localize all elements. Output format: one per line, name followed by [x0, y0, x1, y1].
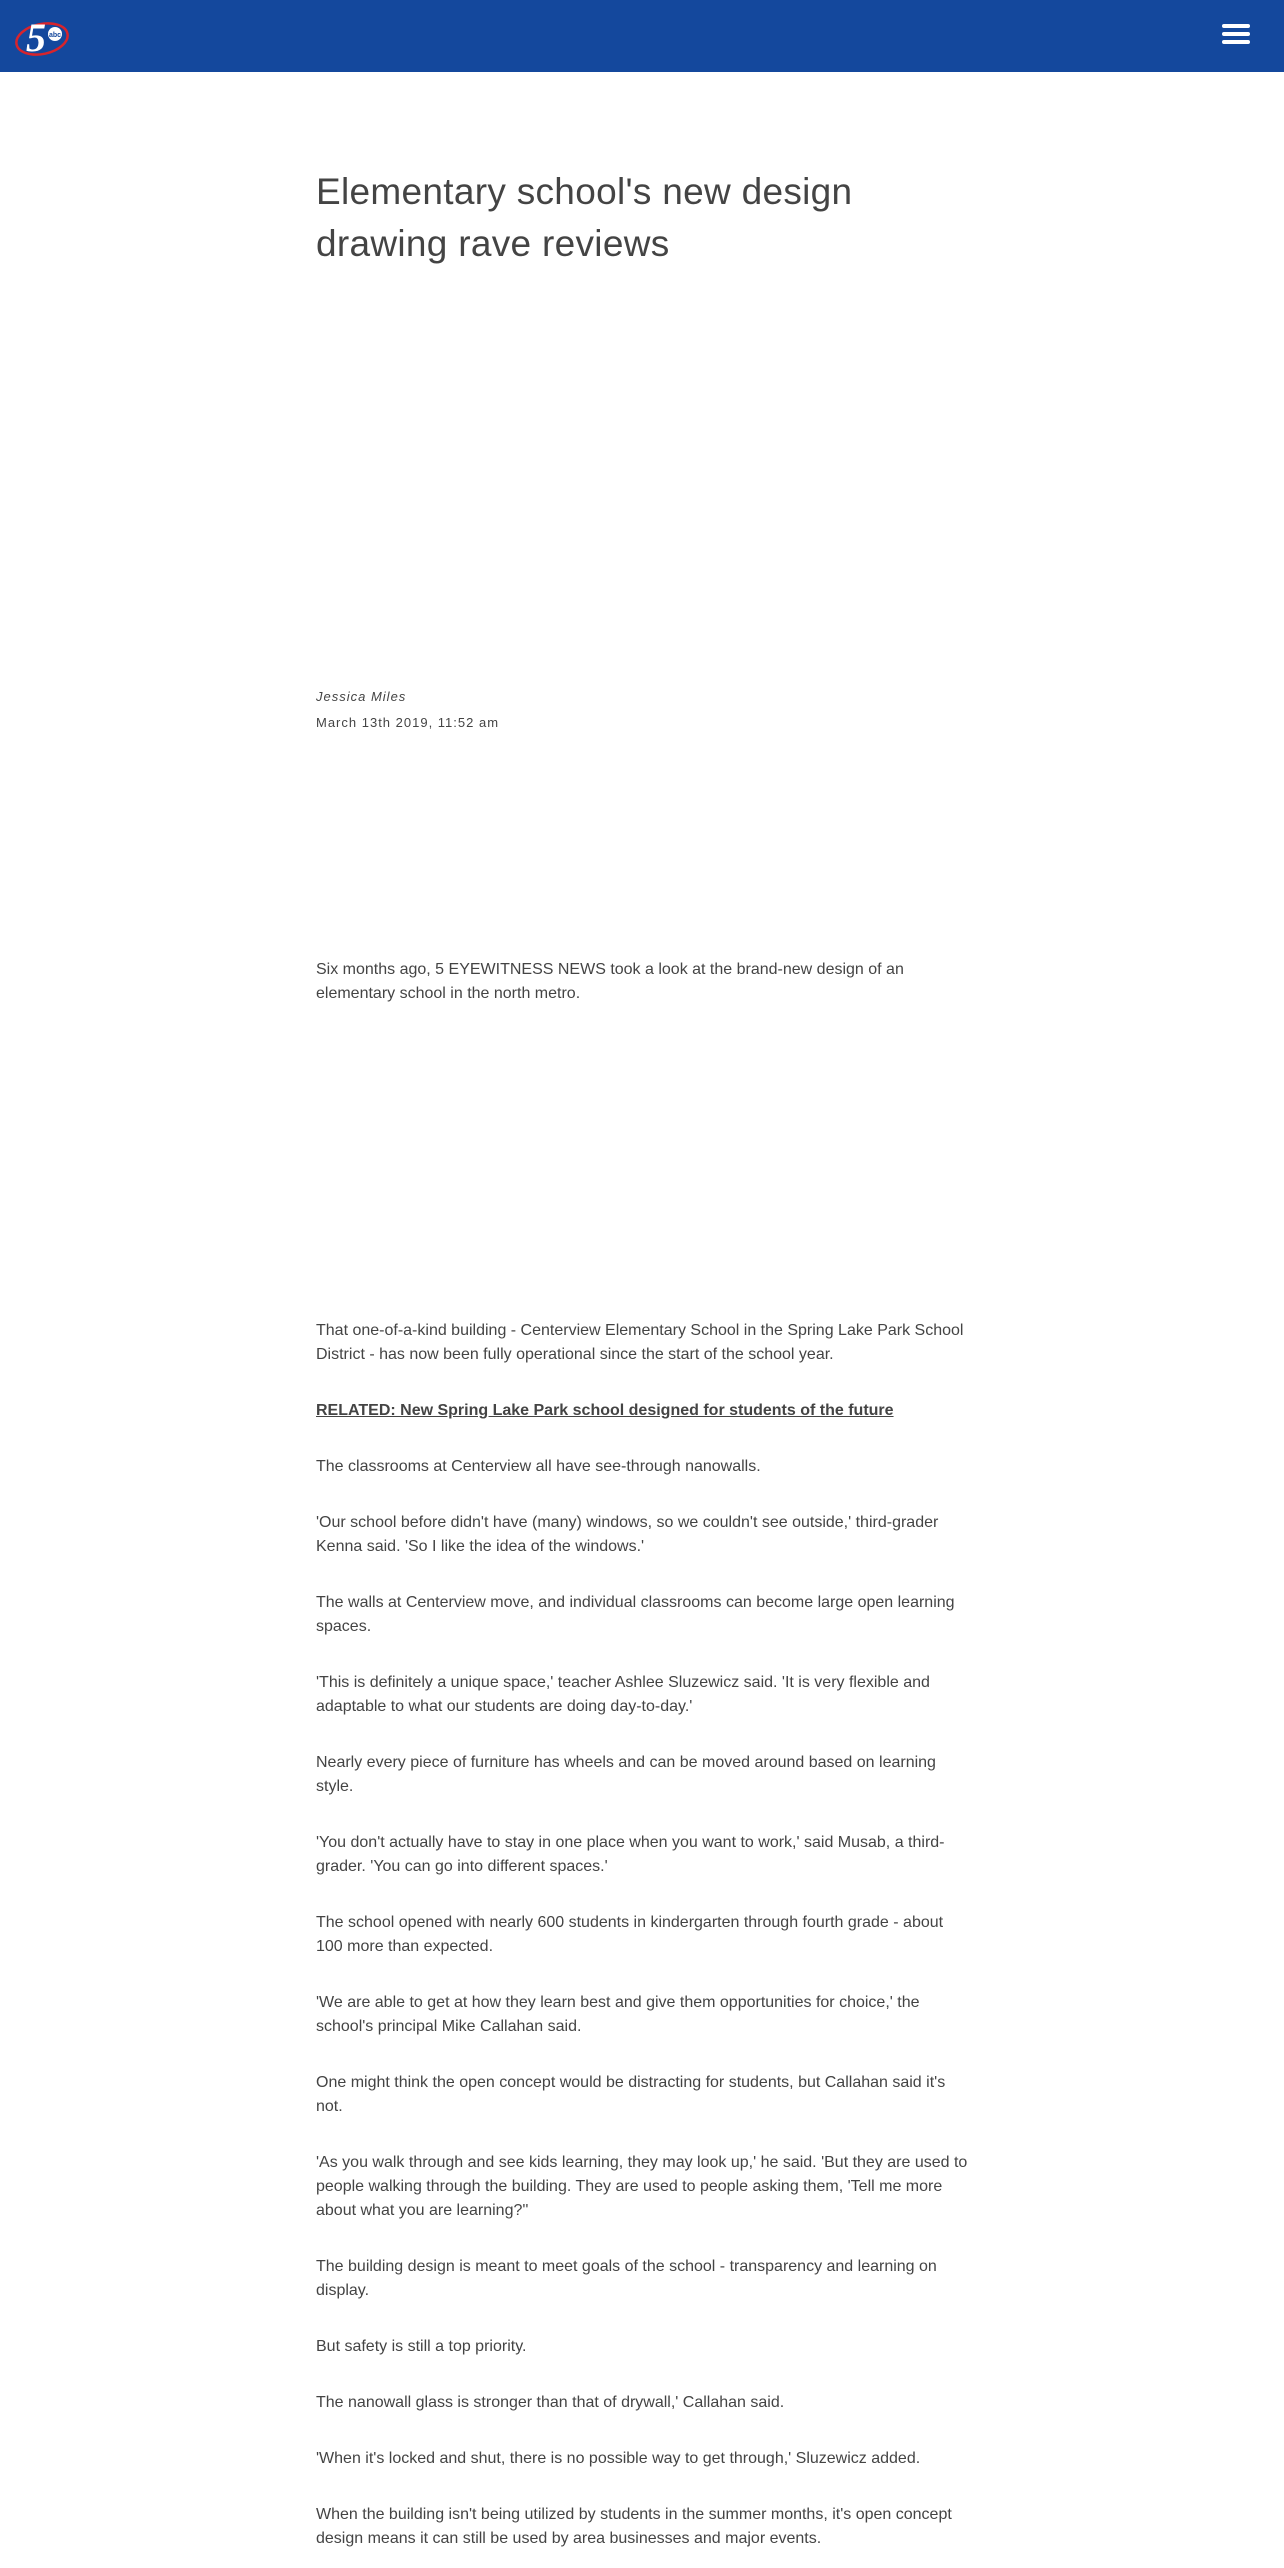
article-paragraph: 'This is definitely a unique space,' teacher Ashlee Sluzewicz said. 'It is very flexible and adaptable to what our students are doing day-to-day.' — [316, 1674, 930, 1715]
article-paragraph: Six months ago, 5 EYEWITNESS NEWS took a look at the brand-new design of an elementary school in the north metro. — [316, 961, 904, 1002]
article-paragraph: 'We are able to get at how they learn best and give them opportunities for choice,' the school's principal Mike Callahan said. — [316, 1994, 920, 2035]
article-paragraph: 'When it's locked and shut, there is no possible way to get through,' Sluzewicz added. — [316, 2450, 921, 2467]
kstp-5-abc-logo-icon[interactable] — [14, 12, 74, 60]
article-paragraph: The classrooms at Centerview all have see-through nanowalls. — [316, 1458, 761, 1475]
article-paragraph: One might think the open concept would be distracting for students, but Callahan said it's not. — [316, 2074, 946, 2115]
article-title: Elementary school's new design drawing rave reviews — [316, 171, 853, 264]
article-paragraph: The school opened with nearly 600 students in kindergarten through fourth grade - about 100 more than expected. — [316, 1914, 944, 1955]
article-date: March 13th 2019, 11:52 am — [316, 715, 500, 730]
article-paragraph: The building design is meant to meet goals of the school - transparency and learning on display. — [316, 2258, 937, 2299]
site-header — [0, 0, 1284, 72]
article-paragraph: When the building isn't being utilized by students in the summer months, it's open concept design means it can still be used by area businesses and major events. — [316, 2506, 952, 2547]
logo-number: 5 — [26, 15, 46, 60]
ad-slot — [316, 760, 968, 940]
article-author: Jessica Miles — [316, 689, 407, 704]
article-paragraph: Nearly every piece of furniture has wheels and can be moved around based on learning style. — [316, 1754, 936, 1795]
menu-bar-2 — [1222, 32, 1250, 36]
hamburger-menu-button[interactable] — [1220, 20, 1252, 52]
video-player-area[interactable] — [316, 290, 968, 670]
menu-bar-1 — [1222, 24, 1250, 28]
article-paragraph: But safety is still a top priority. — [316, 2338, 527, 2355]
article-paragraph: The walls at Centerview move, and individual classrooms can become large open learning spaces. — [316, 1594, 955, 1635]
article-paragraph: The nanowall glass is stronger than that of drywall,' Callahan said. — [316, 2394, 785, 2411]
ad-slot-inline — [316, 1020, 968, 1300]
logo-network: abc — [48, 32, 62, 39]
article-paragraph: 'You don't actually have to stay in one place when you want to work,' said Musab, a third-grader. 'You can go into different spaces.' — [316, 1834, 945, 1875]
related-link-paragraph — [316, 1399, 968, 1423]
menu-bar-3 — [1222, 40, 1250, 44]
related-article-link[interactable]: RELATED: New Spring Lake Park school designed for students of the future — [316, 1402, 894, 1419]
article-paragraph: 'As you walk through and see kids learning, they may look up,' he said. 'But they are used to people walking through the building. They are used to people asking them, 'Tell me more about what you are learning?'' — [316, 2154, 968, 2219]
article-paragraph: 'Our school before didn't have (many) windows, so we couldn't see outside,' third-grader Kenna said. 'So I like the idea of the windows.' — [316, 1514, 939, 1555]
article-paragraph: That one-of-a-kind building - Centerview Elementary School in the Spring Lake Park School District - has now been fully operational since the start of the school year. — [316, 1322, 964, 1363]
